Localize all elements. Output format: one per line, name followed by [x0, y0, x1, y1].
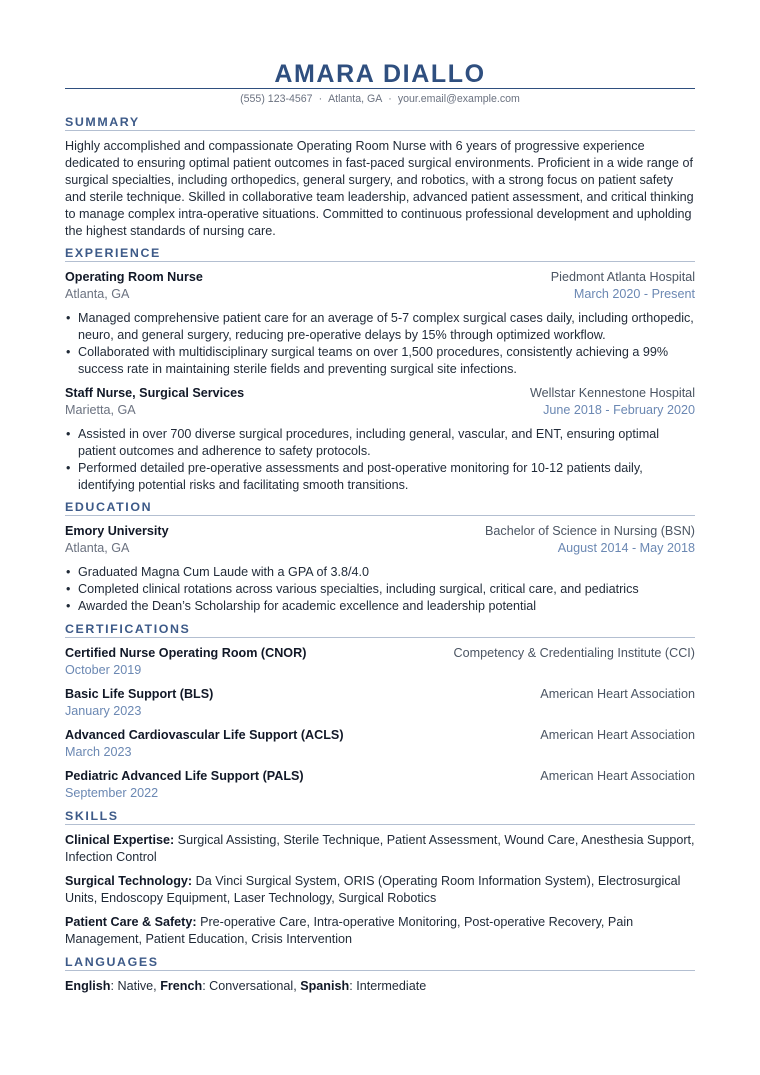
skills-heading: SKILLS	[65, 809, 119, 823]
education-meta	[65, 540, 695, 557]
job-bullet: • Assisted in over 700 diverse surgical procedures, including general, vascular, and ENT, ensuring optimal patient outcomes and adherence to safety protocols.	[65, 426, 695, 460]
certification-date: March 2023	[65, 745, 132, 759]
skill-group-items: Da Vinci Surgical System, ORIS (Operating Room Information System), Electrosurgical Units, Endoscopy Equipment, Laser Technology, Surgical Robotics	[65, 874, 681, 905]
language-level: : Intermediate	[349, 979, 427, 993]
certification-header	[65, 645, 695, 662]
email-address: your.email@example.com	[397, 93, 520, 105]
certification-name: Advanced Cardiovascular Life Support (ACLS)	[65, 728, 344, 742]
summary-heading: SUMMARY	[65, 115, 140, 129]
school-location: Atlanta, GA	[65, 541, 130, 555]
certifications-divider	[65, 637, 695, 638]
certification-issuer: Competency & Credentialing Institute (CCI)	[453, 646, 695, 660]
job-dates: June 2018 - February 2020	[543, 403, 695, 417]
contact-location: Atlanta, GA	[328, 93, 383, 105]
certification-date: January 2023	[65, 704, 142, 718]
job-bullets	[65, 310, 695, 378]
job-bullets	[65, 426, 695, 494]
job-title: Operating Room Nurse	[65, 270, 203, 284]
languages-heading: LANGUAGES	[65, 955, 159, 969]
certification-name: Certified Nurse Operating Room (CNOR)	[65, 646, 307, 660]
certification-meta	[65, 785, 695, 802]
phone-number: (555) 123-4567	[240, 93, 313, 105]
certification-header	[65, 768, 695, 785]
education-bullets	[65, 564, 695, 615]
certifications-heading: CERTIFICATIONS	[65, 622, 191, 636]
certification-issuer: American Heart Association	[540, 769, 695, 783]
certification-header	[65, 686, 695, 703]
job-bullet: • Managed comprehensive patient care for an average of 5-7 complex surgical cases daily, including orthopedic, neuro, and general surgery, reducing pre-operative delays by 15% through optimized workflow.	[65, 310, 695, 344]
job-employer: Wellstar Kennestone Hospital	[530, 386, 695, 400]
education-heading: EDUCATION	[65, 500, 153, 514]
certification-date: October 2019	[65, 663, 142, 677]
experience-divider	[65, 261, 695, 262]
contact-line	[65, 92, 695, 106]
skill-group-label: Patient Care & Safety:	[65, 915, 197, 929]
skill-group-items: Surgical Assisting, Sterile Technique, Patient Assessment, Wound Care, Anesthesia Support, Infection Control	[65, 833, 695, 864]
language-name: French	[160, 979, 203, 993]
skill-group	[65, 832, 695, 866]
job-location: Marietta, GA	[65, 403, 136, 417]
skill-group-label: Clinical Expertise:	[65, 833, 175, 847]
job-meta	[65, 402, 695, 419]
certification-header	[65, 727, 695, 744]
certification-meta	[65, 703, 695, 720]
certification-meta	[65, 744, 695, 761]
contact-separator: ·	[318, 93, 323, 105]
languages-line	[65, 978, 695, 995]
certification-name: Basic Life Support (BLS)	[65, 687, 214, 701]
education-header	[65, 523, 695, 540]
language-level: : Conversational,	[202, 979, 301, 993]
job-bullet: • Collaborated with multidisciplinary surgical teams on over 1,500 procedures, consistently achieving a 99% success rate in maintaining sterile fields and preventing surgical site infections.	[65, 344, 695, 378]
school-name: Emory University	[65, 524, 169, 538]
job-bullet: • Performed detailed pre-operative assessments and post-operative monitoring for 10-12 patients daily, identifying potential risks and facilitating smooth transitions.	[65, 460, 695, 494]
certification-date: September 2022	[65, 786, 159, 800]
degree-name: Bachelor of Science in Nursing (BSN)	[485, 524, 695, 538]
experience-heading: EXPERIENCE	[65, 246, 161, 260]
language-name: Spanish	[300, 979, 350, 993]
skills-divider	[65, 824, 695, 825]
candidate-name: AMARA DIALLO	[274, 60, 486, 88]
skill-group	[65, 873, 695, 907]
education-bullet: • Graduated Magna Cum Laude with a GPA of 3.8/4.0	[65, 564, 695, 581]
job-meta	[65, 286, 695, 303]
skill-group-items: Pre-operative Care, Intra-operative Monitoring, Post-operative Recovery, Pain Management, Patient Education, Crisis Intervention	[65, 915, 634, 946]
education-dates: August 2014 - May 2018	[557, 541, 695, 555]
job-header	[65, 385, 695, 402]
skill-group	[65, 914, 695, 948]
contact-separator: ·	[388, 93, 392, 105]
education-bullet: • Completed clinical rotations across various specialties, including surgical, critical care, and pediatrics	[65, 581, 695, 598]
languages-divider	[65, 970, 695, 971]
job-header	[65, 269, 695, 286]
name-divider	[65, 88, 695, 89]
summary-divider	[65, 130, 695, 131]
job-employer: Piedmont Atlanta Hospital	[550, 270, 695, 284]
job-dates: March 2020 - Present	[573, 287, 695, 301]
summary-text: Highly accomplished and compassionate Operating Room Nurse with 6 years of progressive experience dedicated to ensuring optimal patient outcomes in fast-paced surgical environments. Proficient in a wide range of surgical specialties, including orthopedics, general surgery, and robotics, with a strong focus on patient safety and sterile technique. Skilled in collaborative team leadership, advanced patient assessment, and critical thinking to manage complex intra-operative situations. Committed to continuous professional development and upholding the highest standards of nursing care.	[65, 139, 694, 238]
language-level: : Native,	[110, 979, 161, 993]
job-location: Atlanta, GA	[65, 287, 130, 301]
job-title: Staff Nurse, Surgical Services	[65, 386, 245, 400]
language-name: English	[65, 979, 111, 993]
certification-issuer: American Heart Association	[540, 687, 695, 701]
skill-group-label: Surgical Technology:	[65, 874, 193, 888]
certification-issuer: American Heart Association	[540, 728, 695, 742]
certification-meta	[65, 662, 695, 679]
education-bullet: • Awarded the Dean’s Scholarship for academic excellence and leadership potential	[65, 598, 695, 615]
certification-name: Pediatric Advanced Life Support (PALS)	[65, 769, 304, 783]
education-divider	[65, 515, 695, 516]
